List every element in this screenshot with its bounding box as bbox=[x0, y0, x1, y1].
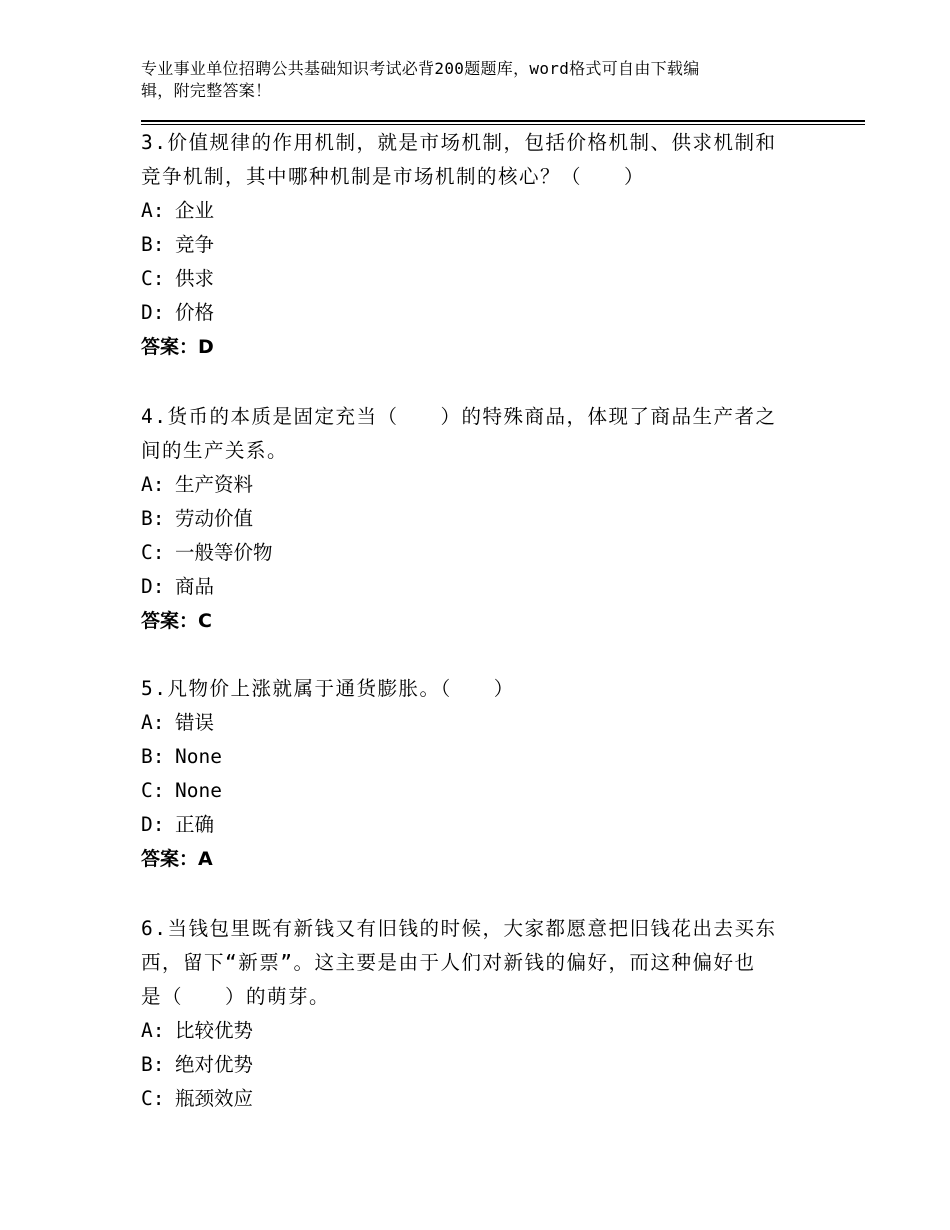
answer-line: 答案：A bbox=[141, 848, 213, 870]
question-5 bbox=[141, 672, 801, 876]
question-3 bbox=[141, 126, 801, 364]
answer-line: 答案：D bbox=[141, 336, 214, 358]
header-line-1: 专业事业单位招聘公共基础知识考试必背200题题库，word格式可自由下载编 bbox=[141, 59, 700, 78]
option-text: None bbox=[175, 745, 222, 768]
option-letter: D: bbox=[141, 575, 165, 598]
option-text: 商品 bbox=[175, 575, 215, 598]
stem-line: 间的生产关系。 bbox=[141, 439, 289, 462]
option-text: 供求 bbox=[175, 267, 215, 290]
option-a bbox=[141, 468, 801, 502]
option-d bbox=[141, 570, 801, 604]
document-header bbox=[141, 58, 791, 102]
option-c bbox=[141, 1082, 801, 1116]
option-a bbox=[141, 194, 801, 228]
option-letter: C: bbox=[141, 267, 165, 290]
header-divider-thick bbox=[141, 120, 865, 122]
option-letter: A: bbox=[141, 1019, 165, 1042]
stem-line: 5.凡物价上涨就属于通货膨胀。（ ） bbox=[141, 677, 515, 700]
question-stem bbox=[141, 672, 801, 706]
question-stem bbox=[141, 126, 801, 194]
option-c bbox=[141, 774, 801, 808]
option-letter: A: bbox=[141, 199, 165, 222]
option-text: 正确 bbox=[175, 813, 215, 836]
option-c bbox=[141, 536, 801, 570]
option-text: 企业 bbox=[175, 199, 215, 222]
option-text: 绝对优势 bbox=[175, 1053, 254, 1076]
stem-line: 4.货币的本质是固定充当（ ）的特殊商品，体现了商品生产者之 bbox=[141, 405, 777, 428]
option-a bbox=[141, 1014, 801, 1048]
option-d bbox=[141, 296, 801, 330]
option-letter: A: bbox=[141, 473, 165, 496]
option-letter: D: bbox=[141, 813, 165, 836]
option-letter: B: bbox=[141, 233, 165, 256]
option-letter: B: bbox=[141, 1053, 165, 1076]
answer-line: 答案：C bbox=[141, 610, 212, 632]
option-letter: C: bbox=[141, 779, 165, 802]
stem-line: 西，留下“新票”。这主要是由于人们对新钱的偏好，而这种偏好也 bbox=[141, 951, 756, 974]
stem-line: 3.价值规律的作用机制，就是市场机制，包括价格机制、供求机制和 bbox=[141, 131, 777, 154]
option-text: 比较优势 bbox=[175, 1019, 254, 1042]
header-divider-thin bbox=[141, 124, 865, 125]
option-letter: B: bbox=[141, 745, 165, 768]
question-stem bbox=[141, 912, 801, 1014]
option-text: 瓶颈效应 bbox=[175, 1087, 254, 1110]
stem-line: 是（ ）的萌芽。 bbox=[141, 985, 331, 1008]
stem-line: 6.当钱包里既有新钱又有旧钱的时候，大家都愿意把旧钱花出去买东 bbox=[141, 917, 777, 940]
option-letter: C: bbox=[141, 541, 165, 564]
option-letter: A: bbox=[141, 711, 165, 734]
stem-line: 竞争机制，其中哪种机制是市场机制的核心？（ ） bbox=[141, 165, 646, 188]
option-b bbox=[141, 1048, 801, 1082]
header-line-2: 辑，附完整答案！ bbox=[141, 81, 272, 100]
question-stem bbox=[141, 400, 801, 468]
option-b bbox=[141, 502, 801, 536]
option-letter: B: bbox=[141, 507, 165, 530]
option-letter: D: bbox=[141, 301, 165, 324]
option-c bbox=[141, 262, 801, 296]
option-text: 竞争 bbox=[175, 233, 215, 256]
option-text: 错误 bbox=[175, 711, 215, 734]
question-4 bbox=[141, 400, 801, 638]
option-b bbox=[141, 228, 801, 262]
option-letter: C: bbox=[141, 1087, 165, 1110]
option-text: 劳动价值 bbox=[175, 507, 254, 530]
option-text: None bbox=[175, 779, 222, 802]
option-text: 一般等价物 bbox=[175, 541, 273, 564]
option-a bbox=[141, 706, 801, 740]
option-b bbox=[141, 740, 801, 774]
option-text: 生产资料 bbox=[175, 473, 254, 496]
question-6 bbox=[141, 912, 801, 1116]
option-text: 价格 bbox=[175, 301, 215, 324]
option-d bbox=[141, 808, 801, 842]
